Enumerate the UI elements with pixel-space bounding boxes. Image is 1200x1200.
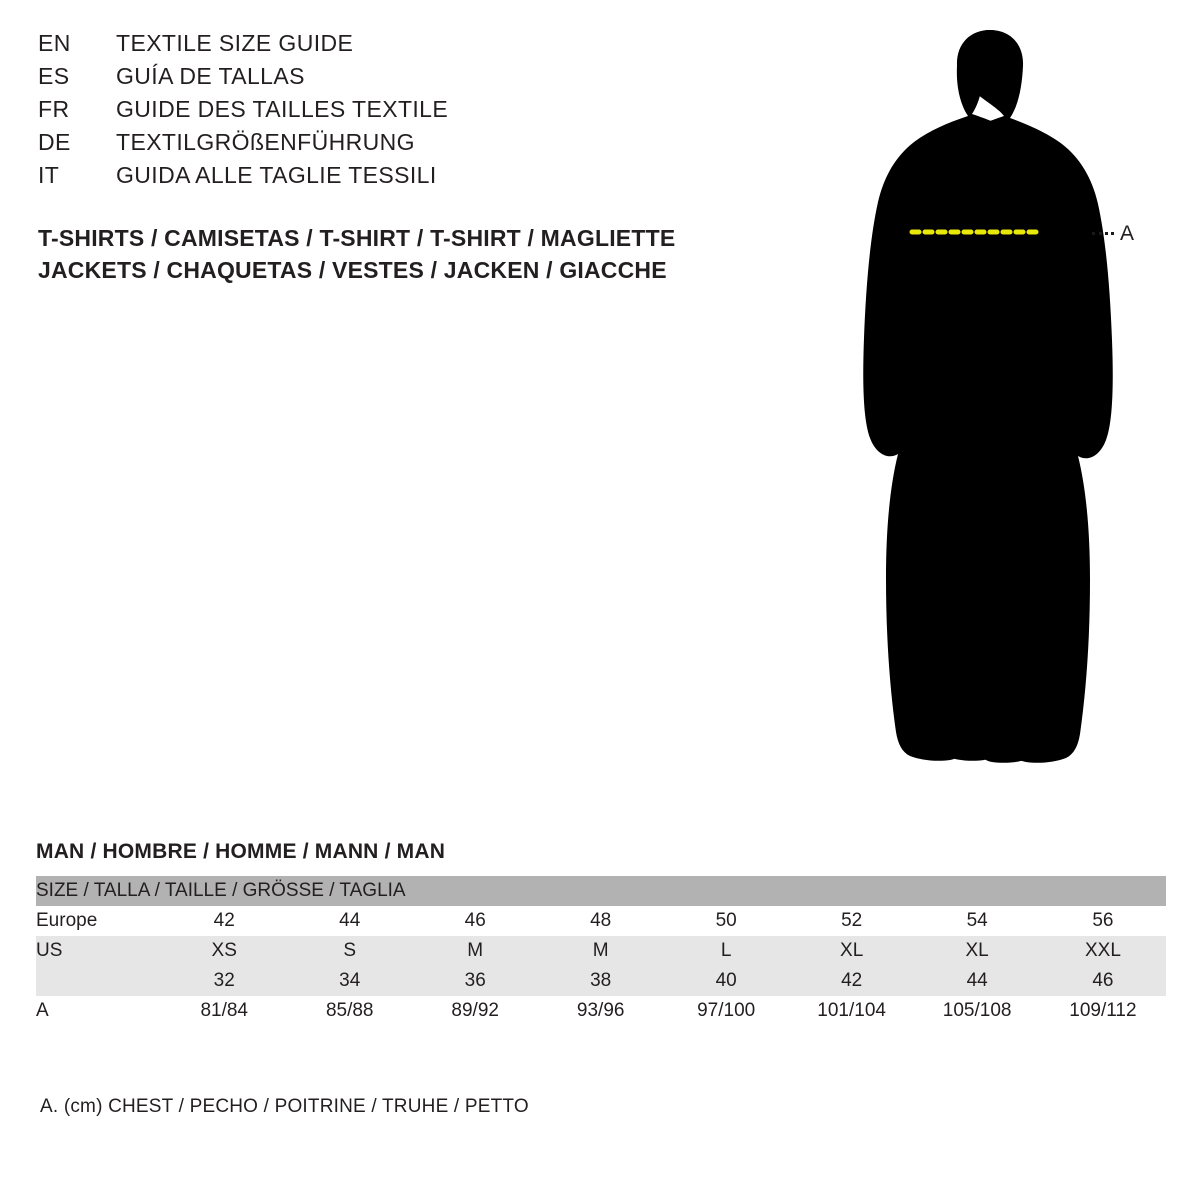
table-cell: 46 bbox=[412, 906, 537, 936]
table-title-man: MAN / HOMBRE / HOMME / MANN / MAN bbox=[36, 840, 446, 863]
table-cell: 36 bbox=[412, 966, 537, 996]
measure-label-a: A bbox=[1120, 222, 1135, 245]
table-cell: 40 bbox=[663, 966, 788, 996]
language-code: ES bbox=[38, 63, 70, 89]
language-text: TEXTILGRÖßENFÜHRUNG bbox=[116, 129, 415, 155]
table-cell: 44 bbox=[914, 966, 1039, 996]
language-text: GUIDE DES TAILLES TEXTILE bbox=[116, 96, 449, 122]
table-cell: XL bbox=[789, 936, 914, 966]
language-code: FR bbox=[38, 96, 70, 122]
language-code: EN bbox=[38, 30, 71, 56]
table-header-label: SIZE / TALLA / TAILLE / GRÖSSE / TAGLIA bbox=[36, 876, 1166, 906]
size-table bbox=[36, 876, 1166, 1026]
table-cell: XL bbox=[914, 936, 1039, 966]
language-header-block bbox=[38, 30, 738, 195]
table-cell: L bbox=[663, 936, 788, 966]
table-cell: 101/104 bbox=[789, 996, 914, 1026]
table-row bbox=[36, 936, 1166, 966]
language-row bbox=[38, 96, 738, 129]
size-table-section bbox=[36, 840, 1166, 1026]
language-row bbox=[38, 63, 738, 96]
row-label bbox=[36, 966, 161, 996]
language-code: IT bbox=[38, 162, 60, 188]
table-cell: 34 bbox=[287, 966, 412, 996]
row-label: A bbox=[36, 996, 161, 1026]
table-cell: 109/112 bbox=[1040, 996, 1166, 1026]
table-cell: 81/84 bbox=[161, 996, 286, 1026]
table-cell: 56 bbox=[1040, 906, 1166, 936]
row-label: US bbox=[36, 936, 161, 966]
table-cell: 93/96 bbox=[538, 996, 663, 1026]
table-cell: M bbox=[412, 936, 537, 966]
table-cell: 44 bbox=[287, 906, 412, 936]
category-line-jackets: JACKETS / CHAQUETAS / VESTES / JACKEN / GIACCHE bbox=[38, 257, 667, 283]
table-cell: S bbox=[287, 936, 412, 966]
table-cell: 50 bbox=[663, 906, 788, 936]
footnote-chest: A. (cm) CHEST / PECHO / POITRINE / TRUHE / PETTO bbox=[40, 1096, 529, 1117]
table-row bbox=[36, 906, 1166, 936]
table-cell: 42 bbox=[161, 906, 286, 936]
table-header-row bbox=[36, 876, 1166, 906]
language-row bbox=[38, 162, 738, 195]
language-code: DE bbox=[38, 129, 71, 155]
table-cell: 97/100 bbox=[663, 996, 788, 1026]
table-cell: 32 bbox=[161, 966, 286, 996]
chest-measure-line bbox=[840, 18, 1180, 808]
language-text: TEXTILE SIZE GUIDE bbox=[116, 30, 354, 56]
body-silhouette-figure bbox=[840, 18, 1180, 808]
table-row bbox=[36, 966, 1166, 996]
measure-leader-dash bbox=[1092, 232, 1114, 235]
table-cell: 38 bbox=[538, 966, 663, 996]
table-cell: 52 bbox=[789, 906, 914, 936]
table-cell: 48 bbox=[538, 906, 663, 936]
category-line-tshirts: T-SHIRTS / CAMISETAS / T-SHIRT / T-SHIRT / MAGLIETTE bbox=[38, 225, 676, 251]
table-row bbox=[36, 996, 1166, 1026]
table-cell: XS bbox=[161, 936, 286, 966]
category-block bbox=[38, 222, 798, 286]
table-cell: 54 bbox=[914, 906, 1039, 936]
table-cell: 89/92 bbox=[412, 996, 537, 1026]
table-cell: M bbox=[538, 936, 663, 966]
row-label: Europe bbox=[36, 906, 161, 936]
table-cell: 46 bbox=[1040, 966, 1166, 996]
table-cell: 105/108 bbox=[914, 996, 1039, 1026]
table-cell: 85/88 bbox=[287, 996, 412, 1026]
language-text: GUIDA ALLE TAGLIE TESSILI bbox=[116, 162, 437, 188]
language-row bbox=[38, 129, 738, 162]
table-cell: 42 bbox=[789, 966, 914, 996]
table-cell: XXL bbox=[1040, 936, 1166, 966]
language-text: GUÍA DE TALLAS bbox=[116, 63, 305, 89]
language-row bbox=[38, 30, 738, 63]
